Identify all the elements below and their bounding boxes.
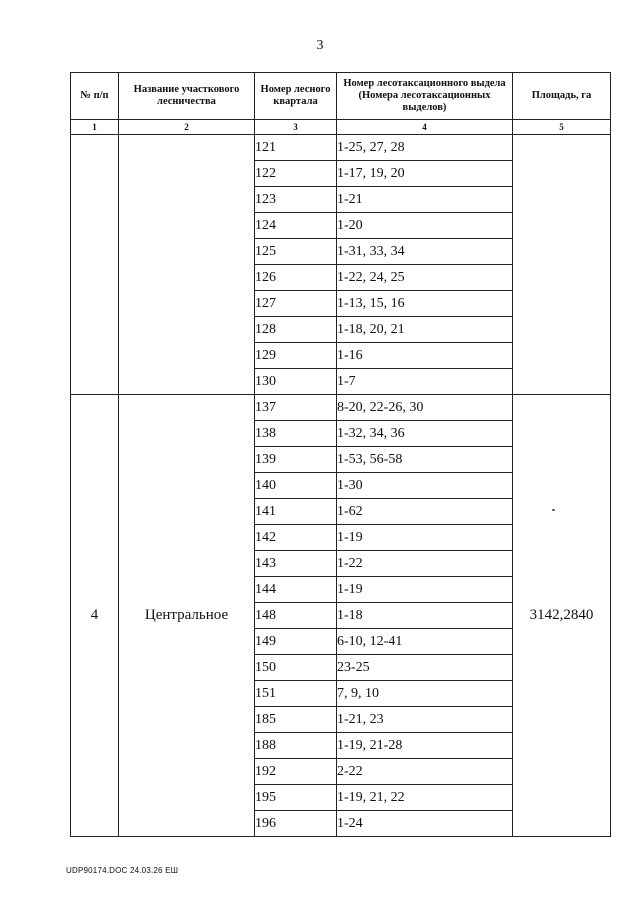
section-numbers-cell: 1-24 — [337, 811, 513, 837]
section-numbers-cell: 1-18 — [337, 603, 513, 629]
quarter-number-cell: 148 — [255, 603, 337, 629]
section-numbers-cell: 1-13, 15, 16 — [337, 291, 513, 317]
quarter-number-cell: 141 — [255, 499, 337, 525]
column-number: 5 — [513, 120, 611, 135]
section-numbers-cell: 1-17, 19, 20 — [337, 161, 513, 187]
section-numbers-cell: 1-32, 34, 36 — [337, 421, 513, 447]
quarter-number-cell: 128 — [255, 317, 337, 343]
section-numbers-cell: 1-19 — [337, 577, 513, 603]
section-numbers-cell: 1-18, 20, 21 — [337, 317, 513, 343]
header-number: № п/п — [71, 73, 119, 120]
section-numbers-cell: 1-62 — [337, 499, 513, 525]
column-number: 3 — [255, 120, 337, 135]
forestry-name-cell: Центральное — [119, 395, 255, 837]
quarter-number-cell: 123 — [255, 187, 337, 213]
group-number-cell — [71, 135, 119, 395]
section-numbers-cell: 1-30 — [337, 473, 513, 499]
quarter-number-cell: 137 — [255, 395, 337, 421]
quarter-number-cell: 125 — [255, 239, 337, 265]
section-numbers-cell: 1-22, 24, 25 — [337, 265, 513, 291]
section-numbers-cell: 1-19, 21, 22 — [337, 785, 513, 811]
quarter-number-cell: 121 — [255, 135, 337, 161]
section-numbers-cell: 1-21, 23 — [337, 707, 513, 733]
table-row — [71, 135, 611, 161]
quarter-number-cell: 195 — [255, 785, 337, 811]
quarter-number-cell: 140 — [255, 473, 337, 499]
area-cell: 3142,2840 — [513, 395, 611, 837]
page-number: 3 — [316, 38, 324, 53]
quarter-number-cell: 139 — [255, 447, 337, 473]
section-numbers-cell: 1-31, 33, 34 — [337, 239, 513, 265]
quarter-number-cell: 151 — [255, 681, 337, 707]
section-numbers-cell: 1-7 — [337, 369, 513, 395]
quarter-number-cell: 143 — [255, 551, 337, 577]
table-row — [71, 395, 611, 421]
quarter-number-cell: 124 — [255, 213, 337, 239]
scan-speck — [552, 509, 555, 511]
section-numbers-cell: 1-21 — [337, 187, 513, 213]
section-numbers-cell: 1-22 — [337, 551, 513, 577]
section-numbers-cell: 7, 9, 10 — [337, 681, 513, 707]
quarter-number-cell: 192 — [255, 759, 337, 785]
quarter-number-cell: 149 — [255, 629, 337, 655]
section-numbers-cell: 1-25, 27, 28 — [337, 135, 513, 161]
quarter-number-cell: 122 — [255, 161, 337, 187]
quarter-number-cell: 127 — [255, 291, 337, 317]
section-numbers-cell: 6-10, 12-41 — [337, 629, 513, 655]
header-section-numbers: Номер лесотаксационного выдела (Номера лесотаксационных выделов) — [337, 73, 513, 120]
quarter-number-cell: 138 — [255, 421, 337, 447]
quarter-number-cell: 150 — [255, 655, 337, 681]
table-header-row — [71, 73, 611, 120]
section-numbers-cell: 1-53, 56-58 — [337, 447, 513, 473]
section-numbers-cell: 1-16 — [337, 343, 513, 369]
footer-doc-id: UDP90174.DOC 24.03.26 ЕШ — [66, 866, 179, 875]
quarter-number-cell: 130 — [255, 369, 337, 395]
section-numbers-cell: 1-20 — [337, 213, 513, 239]
column-number: 4 — [337, 120, 513, 135]
forest-sections-table — [70, 72, 611, 837]
section-numbers-cell: 1-19, 21-28 — [337, 733, 513, 759]
column-number: 2 — [119, 120, 255, 135]
quarter-number-cell: 126 — [255, 265, 337, 291]
section-numbers-cell: 1-19 — [337, 525, 513, 551]
section-numbers-cell: 8-20, 22-26, 30 — [337, 395, 513, 421]
column-number: 1 — [71, 120, 119, 135]
header-area: Площадь, га — [513, 73, 611, 120]
header-forestry-name: Название участкового лесничества — [119, 73, 255, 120]
quarter-number-cell: 142 — [255, 525, 337, 551]
area-cell — [513, 135, 611, 395]
column-numbers-row — [71, 120, 611, 135]
quarter-number-cell: 144 — [255, 577, 337, 603]
quarter-number-cell: 185 — [255, 707, 337, 733]
forestry-name-cell — [119, 135, 255, 395]
section-numbers-cell: 23-25 — [337, 655, 513, 681]
section-numbers-cell: 2-22 — [337, 759, 513, 785]
quarter-number-cell: 129 — [255, 343, 337, 369]
header-quarter-number: Номер лесного квартала — [255, 73, 337, 120]
quarter-number-cell: 188 — [255, 733, 337, 759]
quarter-number-cell: 196 — [255, 811, 337, 837]
table-body — [71, 135, 611, 837]
group-number-cell: 4 — [71, 395, 119, 837]
